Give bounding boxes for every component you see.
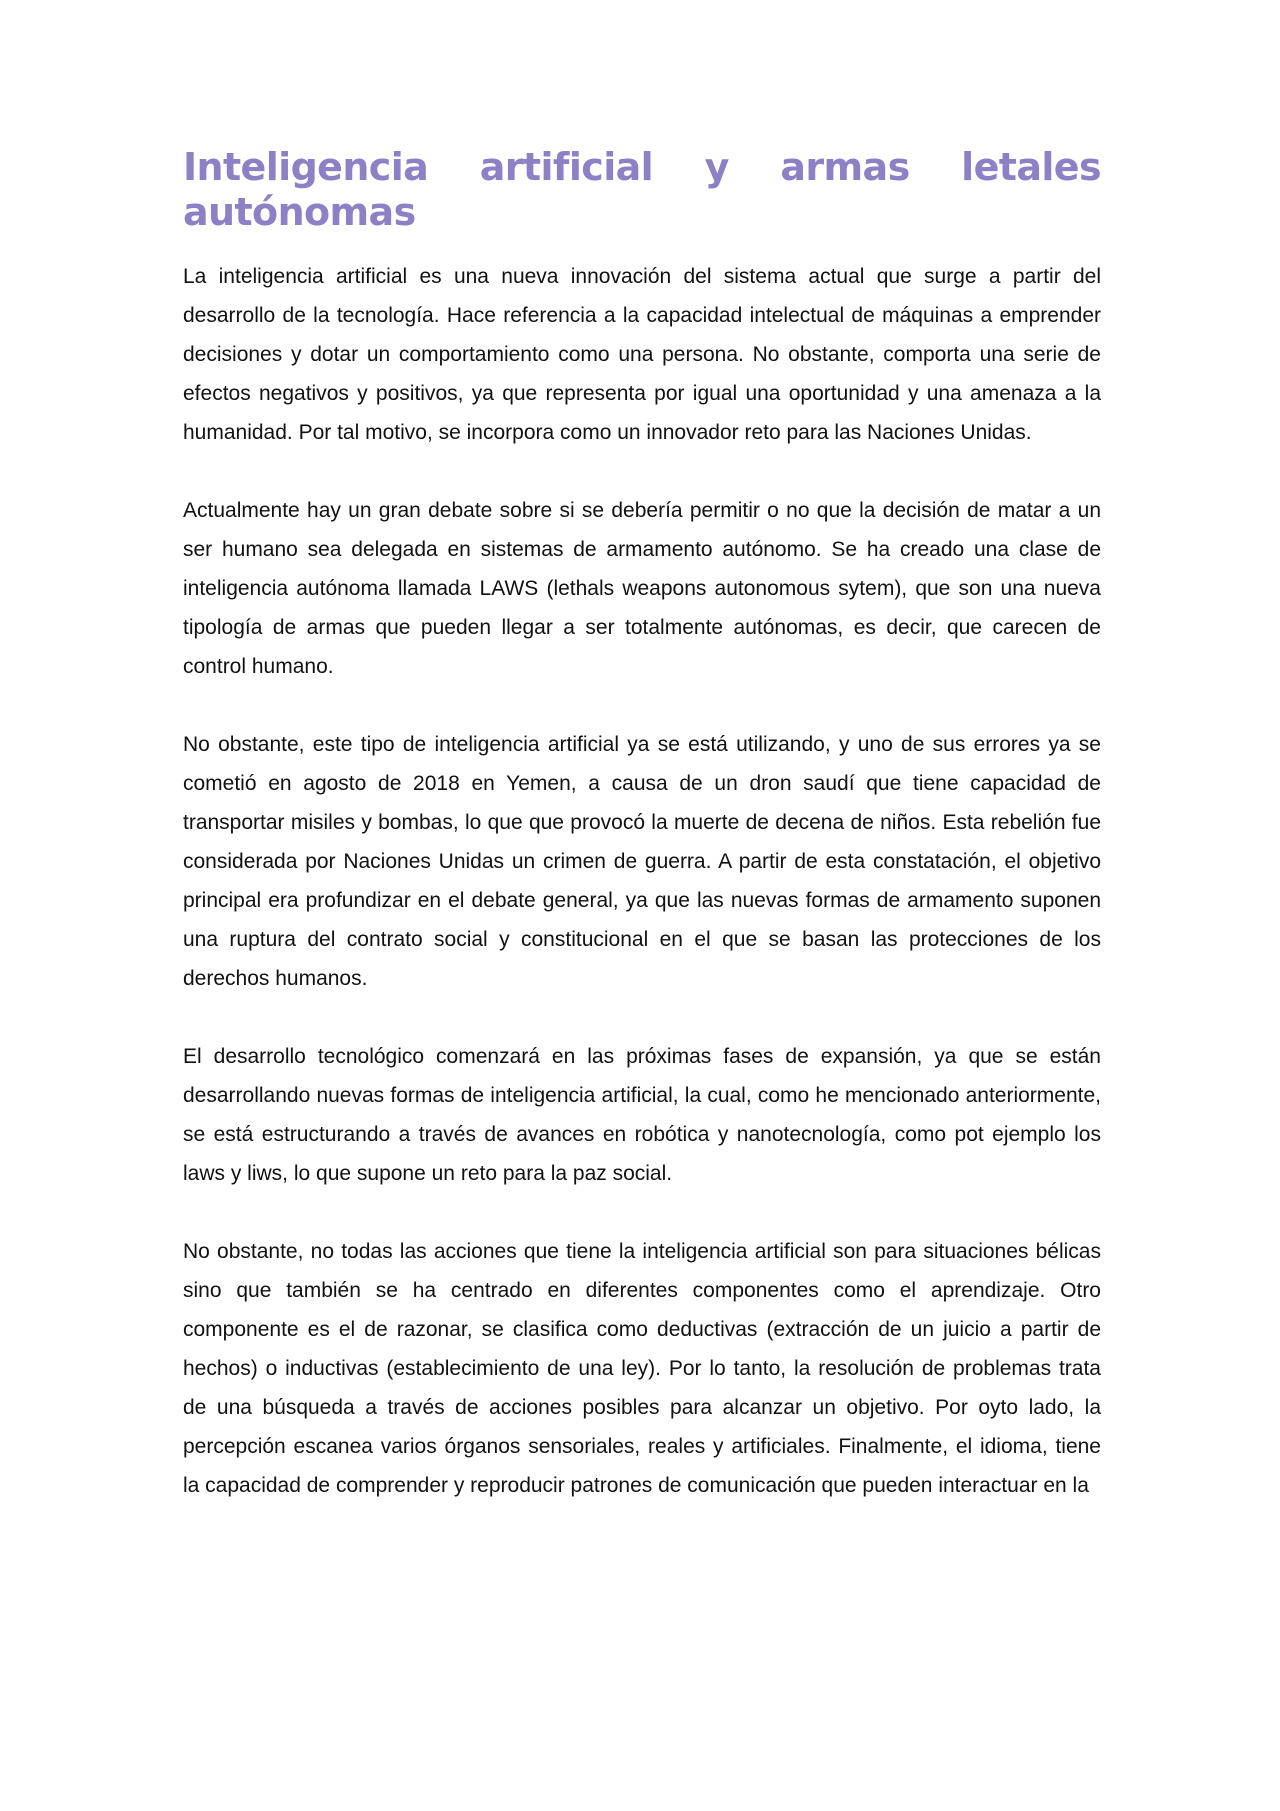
document-title: Inteligencia artificial y armas letales autónomas [183, 145, 1101, 234]
paragraph-5: No obstante, no todas las acciones que tiene la inteligencia artificial son para situaciones bélicas sino que también se ha centrado en diferentes componentes como el aprendizaje. Otro componente es el de razonar, se clasifica como deductivas (extracción de un juicio a partir de hechos) o inductivas (establecimiento de una ley). Por lo tanto, la resolución de problemas trata de una búsqueda a través de acciones posibles para alcanzar un objetivo. Por oyto lado, la percepción escanea varios órganos sensoriales, reales y artificiales. Finalmente, el idioma, tiene la capacidad de comprender y reproducir patrones de comunicación que pueden interactuar en la [183, 1240, 1101, 1497]
paragraph-4: El desarrollo tecnológico comenzará en las próximas fases de expansión, ya que se están desarrollando nuevas formas de inteligencia artificial, la cual, como he mencionado anteriormente, se está estructurando a través de avances en robótica y nanotecnología, como pot ejemplo los laws y liws, lo que supone un reto para la paz social. [183, 1045, 1101, 1185]
paragraph-2: Actualmente hay un gran debate sobre si se debería permitir o no que la decisión de matar a un ser humano sea delegada en sistemas de armamento autónomo. Se ha creado una clase de inteligencia autónoma llamada LAWS (lethals weapons autonomous sytem), que son una nueva tipología de armas que pueden llegar a ser totalmente autónomas, es decir, que carecen de control humano. [183, 499, 1101, 678]
paragraph-1: La inteligencia artificial es una nueva innovación del sistema actual que surge a partir del desarrollo de la tecnología. Hace referencia a la capacidad intelectual de máquinas a emprender decisiones y dotar un comportamiento como una persona. No obstante, comporta una serie de efectos negativos y positivos, ya que representa por igual una oportunidad y una amenaza a la humanidad. Por tal motivo, se incorpora como un innovador reto para las Naciones Unidas. [183, 265, 1101, 444]
paragraph-3: No obstante, este tipo de inteligencia artificial ya se está utilizando, y uno de sus errores ya se cometió en agosto de 2018 en Yemen, a causa de un dron saudí que tiene capacidad de transportar misiles y bombas, lo que que provocó la muerte de decena de niños. Esta rebelión fue considerada por Naciones Unidas un crimen de guerra. A partir de esta constatación, el objetivo principal era profundizar en el debate general, ya que las nuevas formas de armamento suponen una ruptura del contrato social y constitucional en el que se basan las protecciones de los derechos humanos. [183, 733, 1101, 990]
document-page [183, 145, 1101, 1505]
